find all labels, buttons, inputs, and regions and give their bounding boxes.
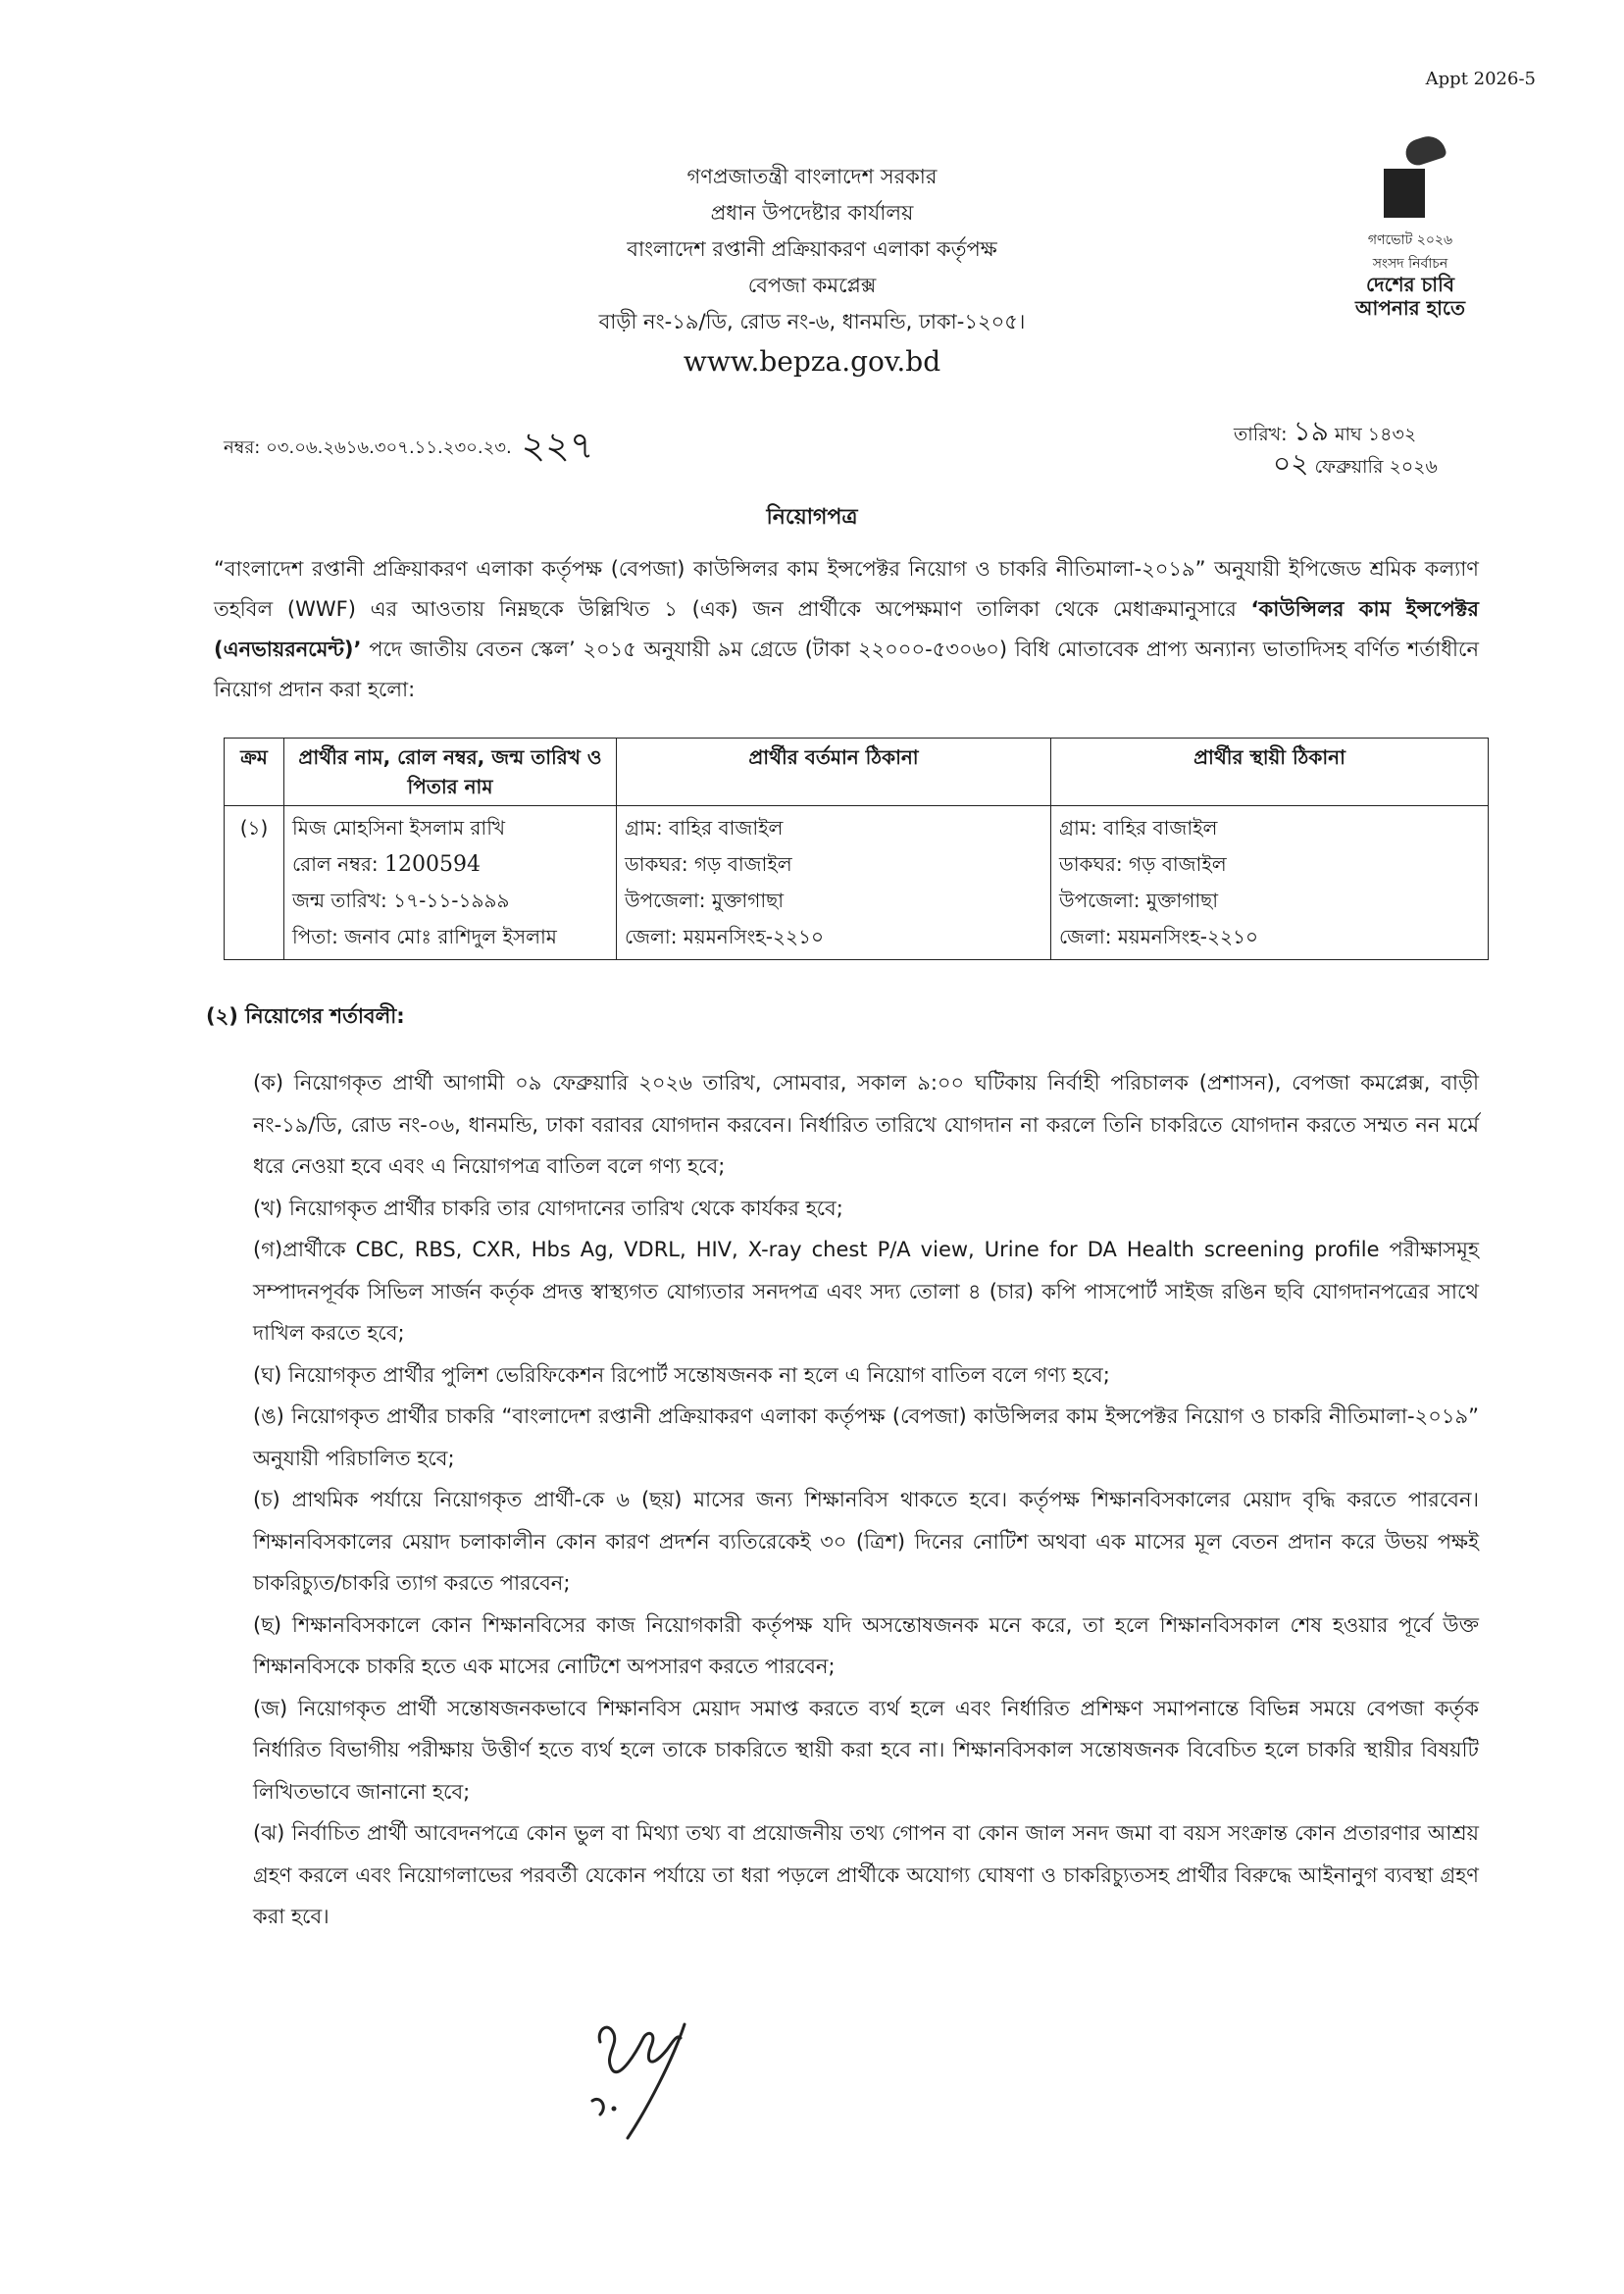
letterhead-website: www.bepza.gov.bd: [683, 345, 941, 378]
memo-number-value: ০৩.০৬.২৬১৬.৩০৭.১১.২৩০.২৩.: [266, 437, 512, 458]
cell-candidate-info: [284, 806, 617, 960]
table-header-row: [225, 739, 1489, 806]
intro-text-2: পদে জাতীয় বেতন স্কেল’ ২০১৫ অনুযায়ী ৯ম গ্রেডে (টাকা ২২০০০-৫৩০৬০) বিধি মোতাবেক প্রাপ্য অন্যান্য ভাতাদিসহ বর্ণিত শর্তাধীনে নিয়োগ প্রদান করা হলো:: [214, 637, 1479, 701]
date-label: তারিখ:: [1234, 424, 1288, 445]
gregorian-month-year: ফেব্রুয়ারি ২০২৬: [1314, 456, 1438, 478]
emblem-slogan-2: আপনার হাতে: [1355, 296, 1465, 320]
candidate-table: [224, 738, 1489, 960]
present-district: জেলা: ময়মনসিংহ-২২১০: [625, 925, 824, 948]
bangla-day-handwritten: ১৯: [1293, 415, 1329, 447]
letterhead-government: গণপ্রজাতন্ত্রী বাংলাদেশ সরকার: [686, 165, 938, 188]
emblem-slogan-1: দেশের চাবি: [1366, 273, 1454, 296]
letterhead-authority: বাংলাদেশ রপ্তানী প্রক্রিয়াকরণ এলাকা কর্তৃপক্ষ: [627, 237, 997, 261]
condition-cha: (চ) প্রাথমিক পর্যায়ে নিয়োগকৃত প্রার্থী-কে ৬ (ছয়) মাসের জন্য শিক্ষানবিস থাকতে হবে। কর্তৃপক্ষ শিক্ষানবিসকালের মেয়াদ বৃদ্ধি করতে পারবেন। শিক্ষানবিসকালের মেয়াদ চলাকালীন কোন কারণ প্রদর্শন ব্যতিরেকেই ৩০ (ত্রিশ) দিনের নোটিশ অথবা এক মাসের মূল বেতন প্রদান করে উভয় পক্ষই চাকরিচ্যুত/চাকরি ত্যাগ করতে পারবেন;: [253, 1488, 1479, 1595]
signature: [579, 1991, 736, 2148]
permanent-village: গ্রাম: বাহির বাজাইল: [1059, 816, 1218, 840]
memo-number-handwritten: ২২৭: [521, 424, 594, 467]
condition-gha: (ঘ) নিয়োগকৃত প্রার্থীর পুলিশ ভেরিফিকেশন রিপোর্ট সন্তোষজনক না হলে এ নিয়োগ বাতিল বলে গণ্য হবে;: [253, 1362, 1110, 1387]
cell-present-address: [617, 806, 1051, 960]
cell-permanent-address: [1051, 806, 1489, 960]
present-post-office: ডাকঘর: গড় বাজাইল: [625, 852, 792, 876]
candidate-dob: জন্ম তারিখ: ১৭-১১-১৯৯৯: [292, 889, 510, 912]
conditions-list: [253, 1062, 1479, 1938]
letter-date: [1234, 417, 1438, 482]
letterhead-complex: বেপজা কমপ্লেক্স: [747, 274, 877, 297]
header-serial: ক্রম: [225, 739, 284, 806]
candidate-roll: রোল নম্বর: 1200594: [292, 852, 481, 877]
memo-number: [224, 417, 594, 480]
ballot-box-icon: [1376, 137, 1445, 226]
election-emblem: [1342, 137, 1479, 320]
present-village: গ্রাম: বাহির বাজাইল: [625, 816, 784, 840]
appointment-reference-code: Appt 2026-5: [1425, 69, 1536, 89]
condition-jha: (ঝ) নির্বাচিত প্রার্থী আবেদনপত্রে কোন ভুল বা মিথ্যা তথ্য বা প্রয়োজনীয় তথ্য গোপন বা কোন জাল সনদ জমা বা বয়স সংক্রান্ত কোন প্রতারণার আশ্রয় গ্রহণ করলে এবং নিয়োগলাভের পরবর্তী যেকোন পর্যায়ে তা ধরা পড়লে প্রার্থীকে অযোগ্য ঘোষণা ও চাকরিচ্যুতসহ প্রার্থীর বিরুদ্ধে আইনানুগ ব্যবস্থা গ্রহণ করা হবে।: [253, 1821, 1479, 1928]
conditions-heading: (২) নিয়োগের শর্তাবলী:: [206, 1004, 405, 1028]
condition-uma: (ঙ) নিয়োগকৃত প্রার্থীর চাকরি “বাংলাদেশ রপ্তানী প্রক্রিয়াকরণ এলাকা কর্তৃপক্ষ (বেপজা) কাউন্সিলর কাম ইন্সপেক্টর নিয়োগ ও চাকরি নীতিমালা-২০১৯” অনুযায়ী পরিচালিত হবে;: [253, 1404, 1479, 1470]
condition-ga: (গ)প্রার্থীকে CBC, RBS, CXR, Hbs Ag, VDRL, HIV, X-ray chest P/A view, Urine for DA Health screening profile পরীক্ষাসমূহ সম্পাদনপূর্বক সিভিল সার্জন কর্তৃক প্রদত্ত স্বাস্থ্যগত যোগ্যতার সনদপত্র এবং সদ্য তোলা ৪ (চার) কপি পাসপোর্ট সাইজ রঙিন ছবি যোগদানপত্রের সাথে দাখিল করতে হবে;: [253, 1238, 1479, 1345]
bangla-month-year: মাঘ ১৪৩২: [1334, 424, 1417, 445]
table-row: [225, 806, 1489, 960]
roll-number: 1200594: [384, 852, 481, 877]
condition-ka: (ক) নিয়োগকৃত প্রার্থী আগামী ০৯ ফেব্রুয়ারি ২০২৬ তারিখ, সোমবার, সকাল ৯:০০ ঘটিকায় নির্বাহী পরিচালক (প্রশাসন), বেপজা কমপ্লেক্স, বাড়ী নং-১৯/ডি, রোড নং-০৬, ধানমন্ডি, ঢাকা বরাবর যোগদান করবেন। নির্ধারিত তারিখে যোগদান না করলে তিনি চাকরিতে যোগদান করতে সম্মত নন মর্মে ধরে নেওয়া হবে এবং এ নিয়োগপত্র বাতিল বলে গণ্য হবে;: [253, 1071, 1479, 1178]
permanent-post-office: ডাকঘর: গড় বাজাইল: [1059, 852, 1227, 876]
permanent-upazila: উপজেলা: মুক্তাগাছা: [1059, 889, 1219, 912]
letterhead-office: প্রধান উপদেষ্টার কার্যালয়: [710, 201, 914, 225]
emblem-referendum: গণভোট ২০২৬: [1367, 232, 1453, 248]
condition-ja: (জ) নিয়োগকৃত প্রার্থী সন্তোষজনকভাবে শিক্ষানবিস মেয়াদ সমাপ্ত করতে ব্যর্থ হলে এবং নির্ধারিত প্রশিক্ষণ সমাপনান্তে বিভিন্ন সময়ে বেপজা কর্তৃক নির্ধারিত বিভাগীয় পরীক্ষায় উত্তীর্ণ হতে ব্যর্থ হলে তাকে চাকরিতে স্থায়ী করা হবে না। শিক্ষানবিসকাল সন্তোষজনক বিবেচিত হলে চাকরি স্থায়ীর বিষয়টি লিখিতভাবে জানানো হবে;: [253, 1696, 1479, 1804]
intro-text-1: “বাংলাদেশ রপ্তানী প্রক্রিয়াকরণ এলাকা কর্তৃপক্ষ (বেপজা) কাউন্সিলর কাম ইন্সপেক্টর নিয়োগ ও চাকরি নীতিমালা-২০১৯” অনুযায়ী ইপিজেড শ্রমিক কল্যাণ তহবিল (WWF) এর আওতায় নিম্নছকে উল্লিখিত ১ (এক) জন প্রার্থীকে অপেক্ষমাণ তালিকা থেকে মেধাক্রমানুসারে: [214, 557, 1479, 621]
document-title: নিয়োগপত্র: [766, 505, 858, 530]
permanent-district: জেলা: ময়মনসিংহ-২২১০: [1059, 925, 1258, 948]
letterhead-address: বাড়ী নং-১৯/ডি, রোড নং-৬, ধানমন্ডি, ঢাকা-১২০৫।: [598, 310, 1026, 333]
candidate-father: পিতা: জনাব মোঃ রাশিদুল ইসলাম: [292, 925, 557, 948]
header-permanent-address: প্রার্থীর স্থায়ী ঠিকানা: [1051, 739, 1489, 806]
header-candidate-info: প্রার্থীর নাম, রোল নম্বর, জন্ম তারিখ ও পিতার নাম: [284, 739, 617, 806]
cell-serial: (১): [225, 806, 284, 960]
gregorian-day-handwritten: ০২: [1273, 447, 1309, 480]
present-upazila: উপজেলা: মুক্তাগাছা: [625, 889, 785, 912]
condition-chha: (ছ) শিক্ষানবিসকালে কোন শিক্ষানবিসের কাজ নিয়োগকারী কর্তৃপক্ষ যদি অসন্তোষজনক মনে করে, তা হলে শিক্ষানবিসকাল শেষ হওয়ার পূর্বে উক্ত শিক্ষানবিসকে চাকরি হতে এক মাসের নোটিশে অপসারণ করতে পারবেন;: [253, 1612, 1479, 1678]
emblem-election: সংসদ নির্বাচন: [1372, 256, 1448, 272]
condition-kha: (খ) নিয়োগকৃত প্রার্থীর চাকরি তার যোগদানের তারিখ থেকে কার্যকর হবে;: [253, 1196, 843, 1220]
header-present-address: প্রার্থীর বর্তমান ঠিকানা: [617, 739, 1051, 806]
memo-number-label: নম্বর:: [224, 437, 261, 458]
intro-paragraph: [214, 549, 1479, 710]
intro-post-title: ‘কাউন্সিলর কাম ইন্সপেক্টর (এনভায়রনমেন্ট)’: [214, 597, 1479, 661]
candidate-name: মিজ মোহসিনা ইসলাম রাখি: [292, 816, 506, 840]
